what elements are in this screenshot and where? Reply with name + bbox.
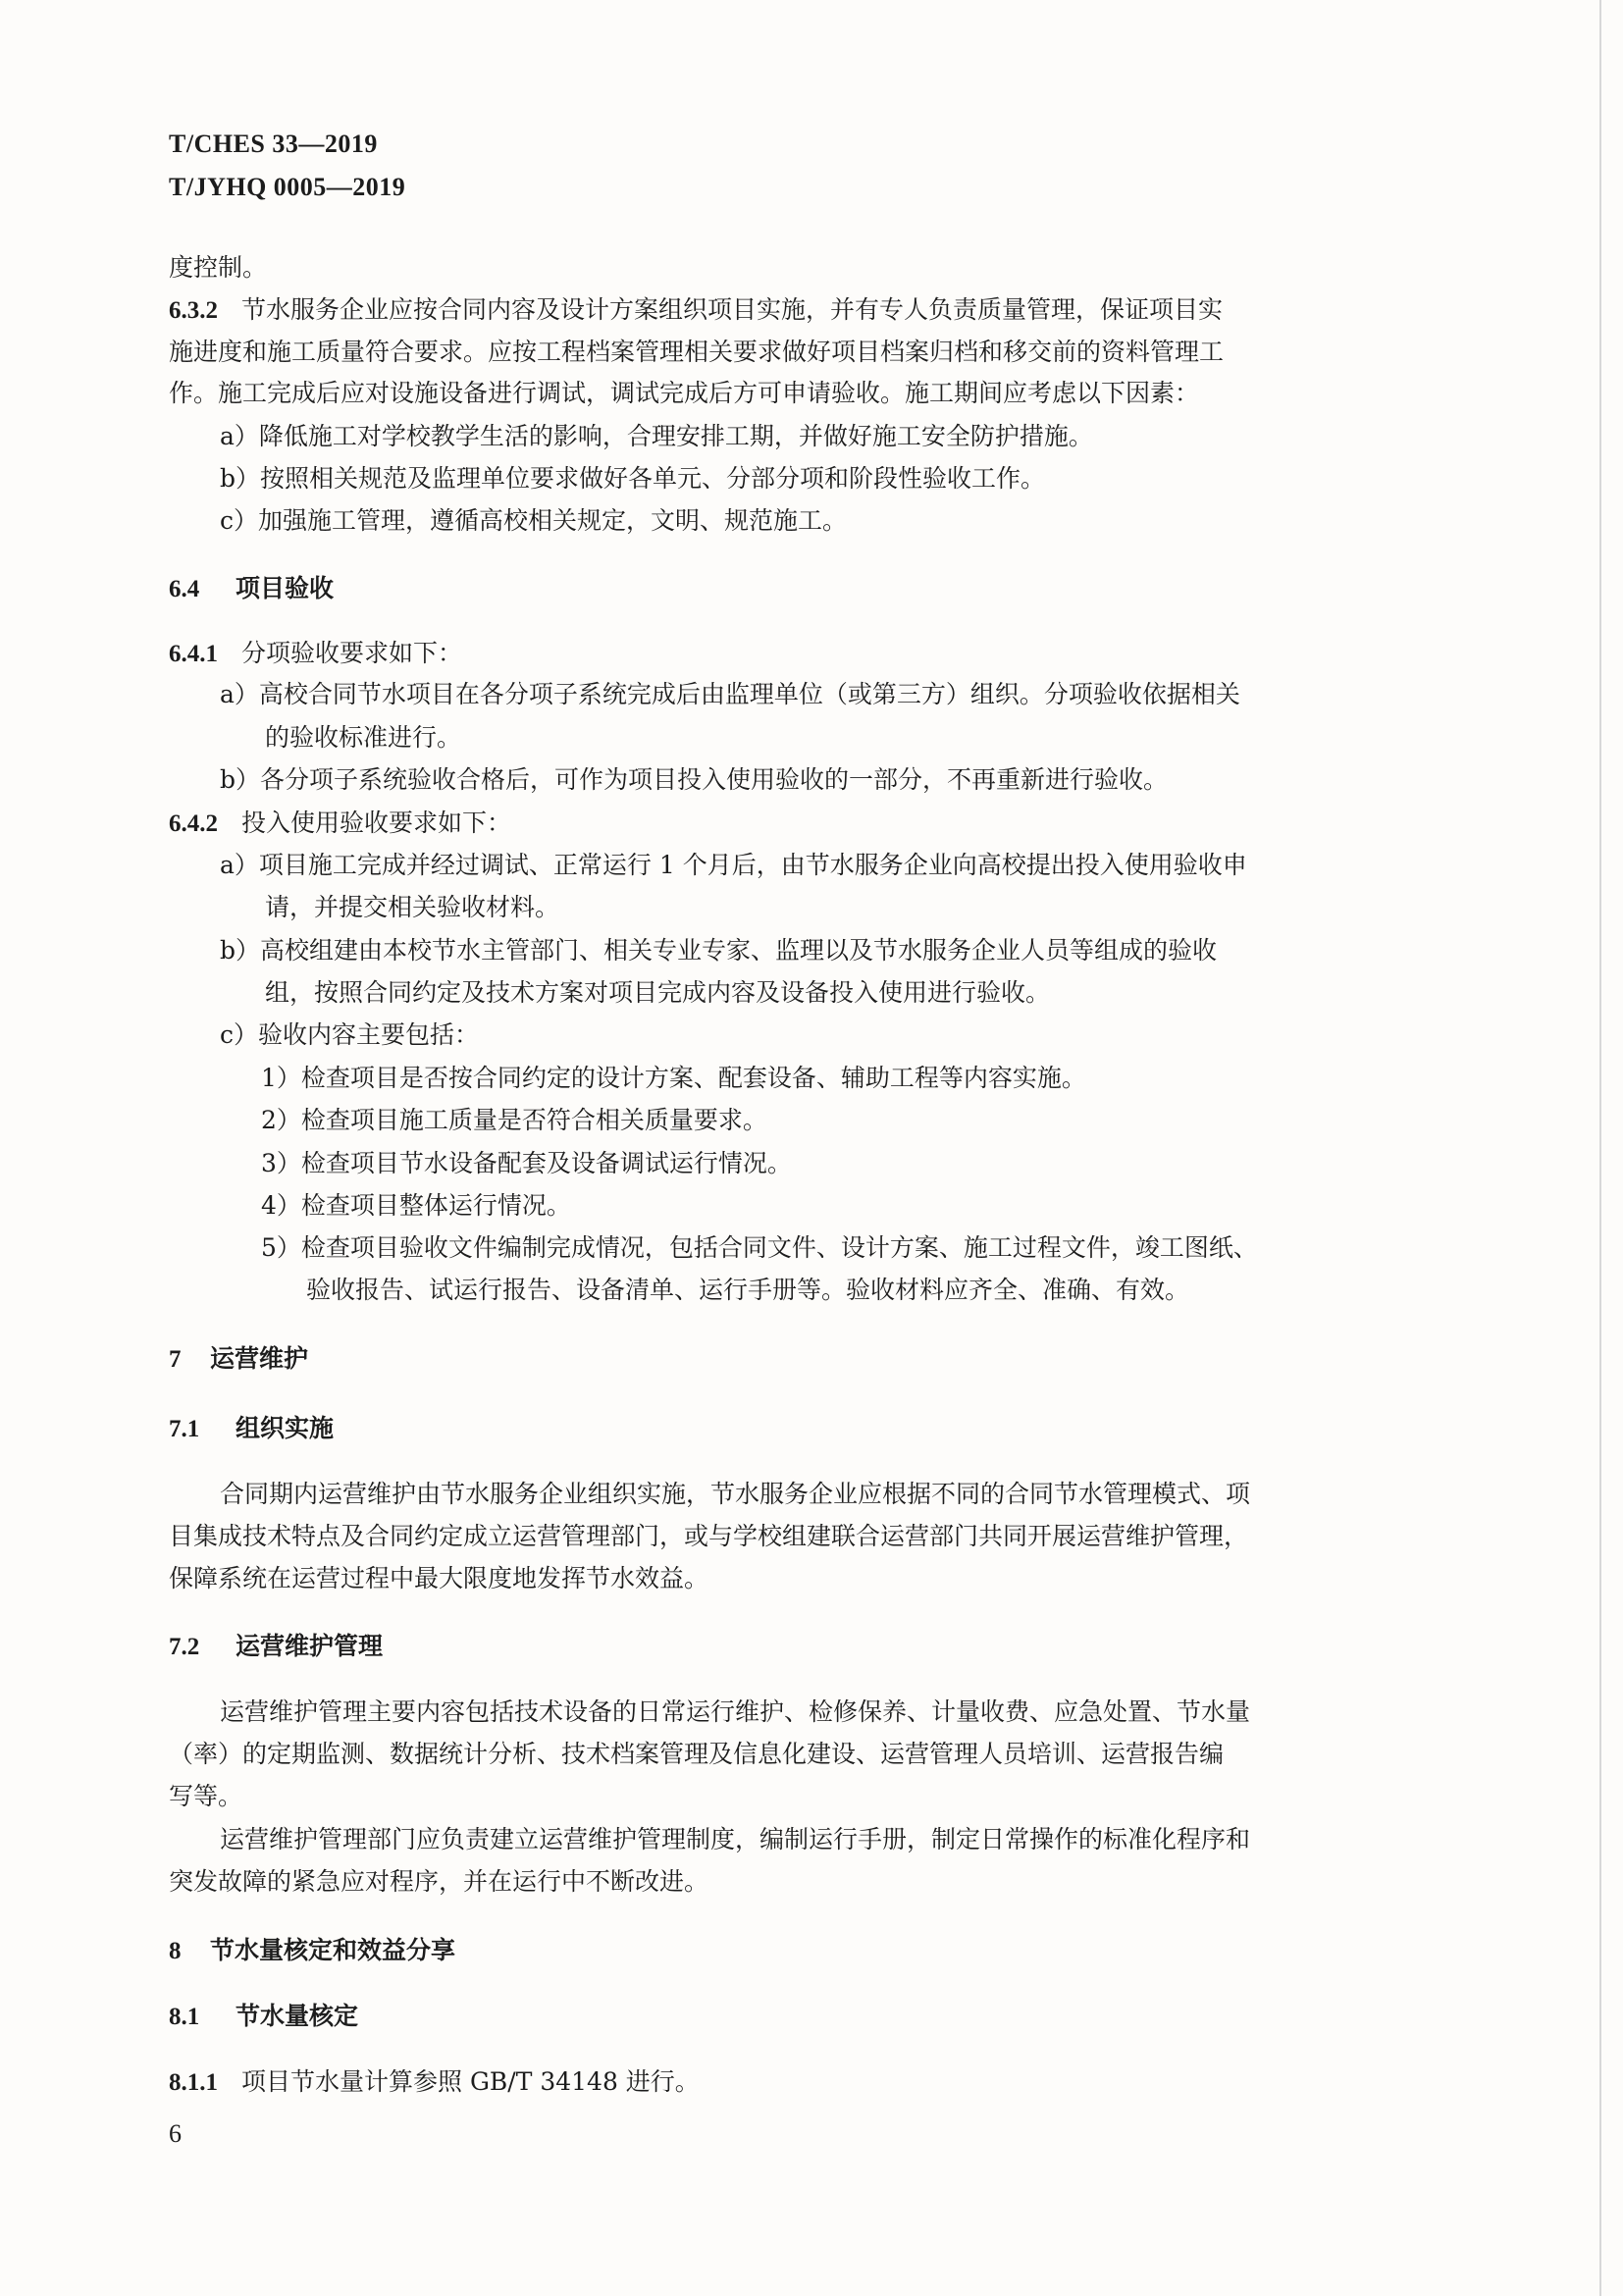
continuation-text: 度控制。: [169, 253, 268, 282]
sub-item-3: 3）检查项目节水设备配套及设备调试运行情况。: [261, 1149, 792, 1177]
list-item-a: a）项目施工完成并经过调试、正常运行 1 个月后，由节水服务企业向高校提出投入使用验收申: [220, 851, 1247, 879]
clause-6-4-1: [169, 639, 462, 669]
section-number: 6.4: [169, 576, 200, 602]
clause-6-3-2: [169, 295, 1223, 326]
list-item-a: a）高校合同节水项目在各分项子系统完成后由监理单位（或第三方）组织。分项验收依据相关: [220, 680, 1240, 708]
clause-text: 项目节水量计算参照 GB/T 34148 进行。: [241, 2067, 700, 2096]
page-number: 6: [169, 2119, 182, 2148]
standard-number-2: T/JYHQ 0005—2019: [169, 173, 406, 201]
paragraph-line: 突发故障的紧急应对程序，并在运行中不断改进。: [169, 1867, 709, 1896]
sub-item-4: 4）检查项目整体运行情况。: [261, 1191, 571, 1220]
sub-item-2: 2）检查项目施工质量是否符合相关质量要求。: [261, 1106, 767, 1134]
section-title: 项目验收: [236, 574, 335, 602]
paragraph-line: 运营维护管理主要内容包括技术设备的日常运行维护、检修保养、计量收费、应急处置、节水量: [220, 1697, 1251, 1726]
sub-item-5: 5）检查项目验收文件编制完成情况，包括合同文件、设计方案、施工过程文件，竣工图纸、: [261, 1233, 1258, 1262]
chapter-title: 运营维护: [210, 1344, 309, 1373]
list-item-b: b）各分项子系统验收合格后，可作为项目投入使用验收的一部分，不再重新进行验收。: [220, 765, 1169, 794]
paragraph-line: 运营维护管理部门应负责建立运营维护管理制度，编制运行手册，制定日常操作的标准化程序和: [220, 1825, 1251, 1853]
scan-edge-line: [1599, 0, 1601, 2296]
clause-text: 节水服务企业应按合同内容及设计方案组织项目实施，并有专人负责质量管理，保证项目实: [241, 295, 1224, 324]
chapter-number: 8: [169, 1938, 182, 1964]
section-number: 7.1: [169, 1416, 200, 1442]
sub-item-continuation: 验收报告、试运行报告、设备清单、运行手册等。验收材料应齐全、准确、有效。: [306, 1276, 1190, 1304]
list-item-a: a）降低施工对学校教学生活的影响，合理安排工期，并做好施工安全防护措施。: [220, 422, 1093, 450]
clause-text: 投入使用验收要求如下：: [241, 809, 512, 837]
paragraph-line: 保障系统在运营过程中最大限度地发挥节水效益。: [169, 1564, 709, 1592]
paragraph-line: 施进度和施工质量符合要求。应按工程档案管理相关要求做好项目档案归档和移交前的资料管理工: [169, 338, 1225, 366]
clause-6-4-2: [169, 809, 511, 839]
section-heading-7-1: [169, 1414, 334, 1444]
clause-number: 8.1.1: [169, 2069, 218, 2096]
section-heading-6-4: [169, 574, 334, 604]
list-item-c: c）加强施工管理，遵循高校相关规定，文明、规范施工。: [220, 506, 848, 535]
chapter-title: 节水量核定和效益分享: [210, 1936, 456, 1964]
chapter-number: 7: [169, 1346, 182, 1373]
clause-number: 6.3.2: [169, 297, 218, 324]
paragraph-line: 写等。: [169, 1782, 243, 1810]
paragraph-line: 合同期内运营维护由节水服务企业组织实施，节水服务企业应根据不同的合同节水管理模式、项: [220, 1480, 1251, 1508]
list-item-b: b）高校组建由本校节水主管部门、相关专业专家、监理以及节水服务企业人员等组成的验收: [220, 936, 1218, 965]
paragraph-line: 作。施工完成后应对设施设备进行调试，调试完成后方可申请验收。施工期间应考虑以下因素：: [169, 379, 1200, 407]
section-title: 节水量核定: [236, 2002, 359, 2030]
section-title: 运营维护管理: [236, 1632, 384, 1660]
section-number: 8.1: [169, 2004, 200, 2030]
list-item-continuation: 组，按照合同约定及技术方案对项目完成内容及设备投入使用进行验收。: [265, 978, 1051, 1007]
chapter-heading-7: [169, 1344, 308, 1375]
sub-item-1: 1）检查项目是否按合同约定的设计方案、配套设备、辅助工程等内容实施。: [261, 1064, 1086, 1092]
paragraph-line: 目集成技术特点及合同约定成立运营管理部门，或与学校组建联合运营部门共同开展运营维护管理，: [169, 1522, 1249, 1550]
list-item-continuation: 请，并提交相关验收材料。: [265, 893, 560, 921]
standard-number-1: T/CHES 33—2019: [169, 130, 378, 158]
section-heading-8-1: [169, 2002, 358, 2032]
clause-number: 6.4.2: [169, 810, 218, 837]
section-title: 组织实施: [236, 1414, 335, 1442]
section-heading-7-2: [169, 1632, 383, 1662]
list-item-b: b）按照相关规范及监理单位要求做好各单元、分部分项和阶段性验收工作。: [220, 464, 1046, 493]
clause-text: 分项验收要求如下：: [241, 639, 463, 667]
list-item-c: c）验收内容主要包括：: [220, 1020, 480, 1049]
paragraph-line: （率）的定期监测、数据统计分析、技术档案管理及信息化建设、运营管理人员培训、运营报告编: [169, 1740, 1225, 1768]
chapter-heading-8: [169, 1936, 455, 1966]
clause-number: 6.4.1: [169, 641, 218, 667]
section-number: 7.2: [169, 1634, 200, 1660]
clause-8-1-1: [169, 2067, 700, 2098]
list-item-continuation: 的验收标准进行。: [265, 723, 462, 752]
